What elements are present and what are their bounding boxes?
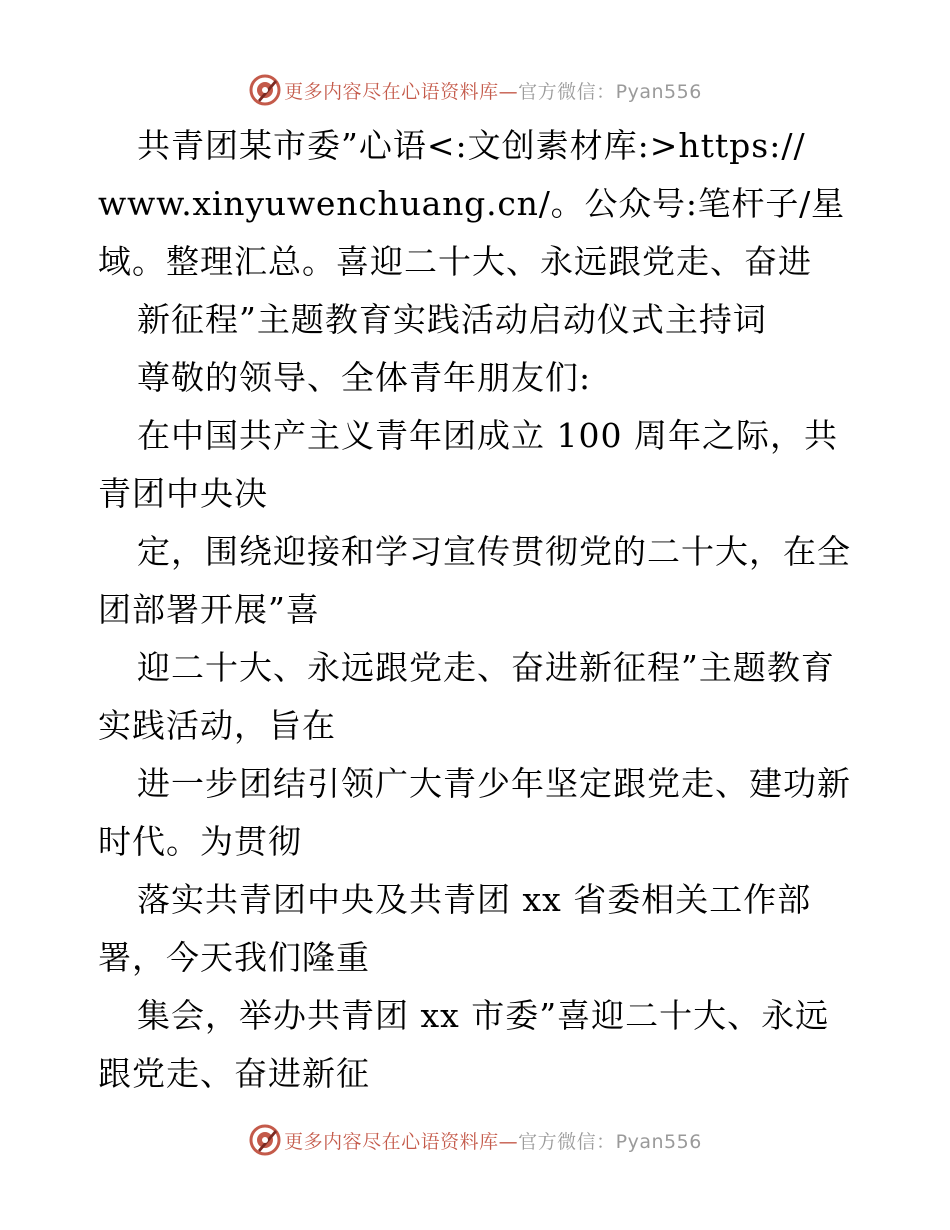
footer-banner-main: 更多内容尽在心语资料库— [284, 1130, 519, 1153]
text-line: 实践活动，旨在 [98, 706, 336, 745]
text-line: 尊敬的领导、全体青年朋友们: [137, 358, 592, 397]
text-line: 时代。为贯彻 [98, 822, 302, 861]
text-line: 署，今天我们隆重 [98, 938, 370, 977]
footer-banner [0, 1120, 950, 1160]
quill-logo-icon [248, 1123, 282, 1157]
text-line: 在中国共产主义青年团成立 100 周年之际，共 [137, 416, 838, 455]
text-line: 迎二十大、永远跟党走、奋进新征程”主题教育 [137, 648, 835, 687]
text-line: 共青团某市委”心语<:文创素材库:>https:// [137, 126, 806, 165]
text-line: 集会，举办共青团 xx 市委”喜迎二十大、永远 [137, 996, 830, 1035]
text-line: 青团中央决 [98, 474, 268, 513]
header-banner-main: 更多内容尽在心语资料库— [284, 80, 519, 103]
text-line: 跟党走、奋进新征 [98, 1054, 370, 1093]
footer-banner-text [284, 1127, 702, 1154]
text-line: 域。整理汇总。喜迎二十大、永远跟党走、奋进 [98, 242, 812, 281]
text-line: 新征程”主题教育实践活动启动仪式主持词 [137, 300, 767, 339]
footer-banner-secondary: 官方微信：Pyan556 [518, 1130, 702, 1153]
text-line: 进一步团结引领广大青少年坚定跟党走、建功新 [137, 764, 851, 803]
text-line: www.xinyuwenchuang.cn/。公众号:笔杆子/星 [98, 184, 845, 223]
text-line: 定，围绕迎接和学习宣传贯彻党的二十大，在全 [137, 532, 851, 571]
text-line: 团部署开展”喜 [98, 590, 320, 629]
text-line: 落实共青团中央及共青团 xx 省委相关工作部 [137, 880, 812, 919]
header-banner-secondary: 官方微信：Pyan556 [518, 80, 702, 103]
